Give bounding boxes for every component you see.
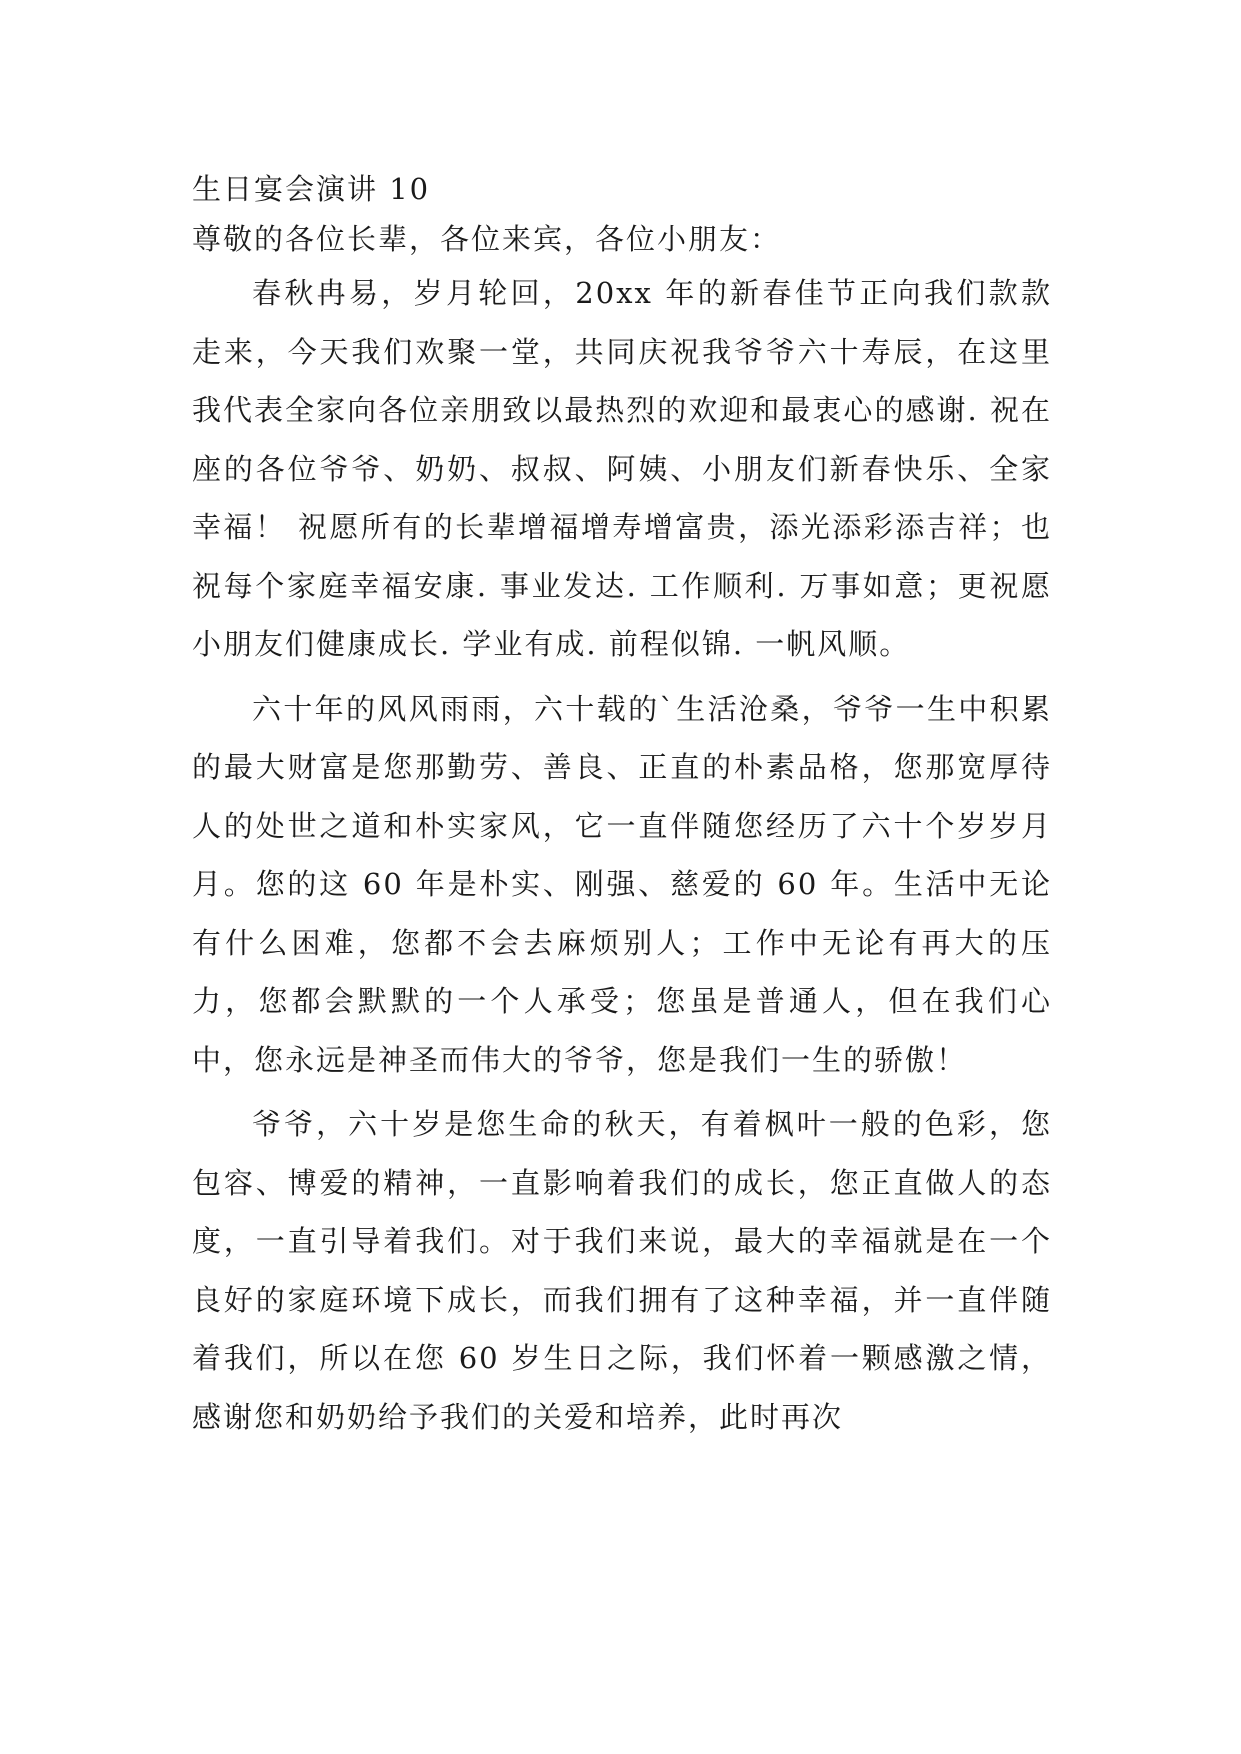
document-title: 生日宴会演讲 10 — [192, 172, 431, 206]
paragraph-greeting: 春秋冉易，岁月轮回，20xx 年的新春佳节正向我们款款走来，今天我们欢聚一堂，共同庆祝我爷爷六十寿辰，在这里我代表全家向各位亲朋致以最热烈的欢迎和最衷心的感谢. 祝在座的各位爷爷、奶奶、叔叔、阿姨、小朋友们新春快乐、全家幸福！ 祝愿所有的长辈增福增寿增富贵，添光添彩添吉祥；也祝每个家庭幸福安康. 事业发达. 工作顺利. 万事如意；更祝愿小朋友们健康成长. 学业有成. 前程似锦. 一帆风顺。 — [192, 276, 1052, 661]
paragraph-gratitude: 爷爷，六十岁是您生命的秋天，有着枫叶一般的色彩，您包容、博爱的精神，一直影响着我们的成长，您正直做人的态度，一直引导着我们。对于我们来说，最大的幸福就是在一个良好的家庭环境下成长，而我们拥有了这种幸福，并一直伴随着我们，所以在您 60 岁生日之际，我们怀着一颗感激之情，感谢您和奶奶给予我们的关爱和培养，此时再次 — [192, 1107, 1052, 1434]
paragraph-sixty-years: 六十年的风风雨雨，六十载的`生活沧桑，爷爷一生中积累的最大财富是您那勤劳、善良、正直的朴素品格，您那宽厚待人的处世之道和朴实家风，它一直伴随您经历了六十个岁岁月月。您的这 60 年是朴实、刚强、慈爱的 60 年。生活中无论有什么困难，您都不会去麻烦别人；工作中无论有再大的压力，您都会默默的一个人承受；您虽是普通人，但在我们心中，您永远是神圣而伟大的爷爷，您是我们一生的骄傲！ — [192, 691, 1052, 1077]
document-body — [192, 164, 1052, 1452]
salutation: 尊敬的各位长辈，各位来宾，各位小朋友： — [192, 222, 782, 256]
